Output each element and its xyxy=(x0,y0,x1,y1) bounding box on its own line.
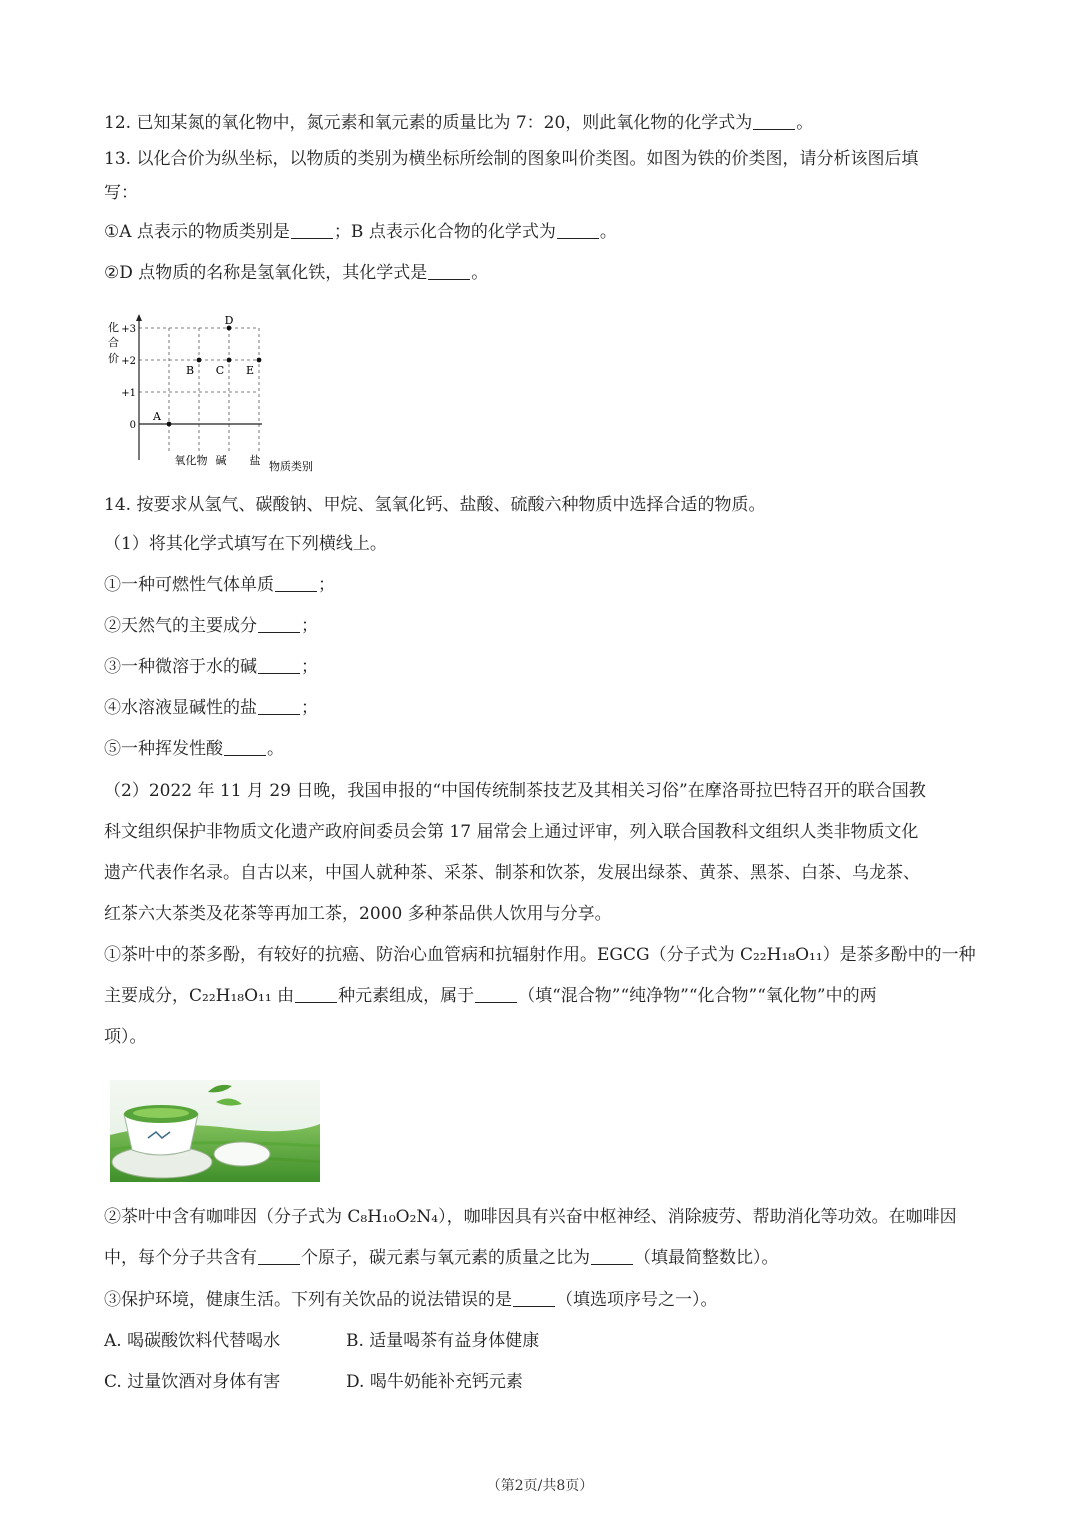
q14-part2-line4: 红茶六大茶类及花茶等再加工茶，2000 多种茶品供人饮用与分享。 xyxy=(104,904,612,924)
y-tick-label: 0 xyxy=(129,420,136,431)
answer-blank[interactable] xyxy=(224,739,266,756)
page-footer: （第2页/共8页） xyxy=(486,1478,594,1494)
answer-blank[interactable] xyxy=(258,657,300,674)
q14-egcg-line1: ①茶叶中的茶多酚，有较好的抗癌、防治心血管病和抗辐射作用。EGCG（分子式为 C₂₂H₁₈O₁₁）是茶多酚中的一种 xyxy=(104,945,976,965)
x-tick-label: 碱 xyxy=(215,454,227,467)
ylabel-char-2: 合 xyxy=(108,336,119,349)
answer-blank[interactable] xyxy=(291,222,333,239)
data-point-a xyxy=(167,422,172,427)
option-a[interactable]: A. 喝碳酸饮料代替喝水 xyxy=(104,1331,281,1351)
q14-caffeine-line1: ②茶叶中含有咖啡因（分子式为 C₈H₁₀O₂N₄），咖啡因具有兴奋中枢神经、消除疲劳、帮助消化等功效。在咖啡因 xyxy=(104,1207,957,1227)
y-tick-label: +1 xyxy=(121,388,136,399)
q14-item-5: ⑤一种挥发性酸 。 xyxy=(104,739,284,759)
point-label-c: C xyxy=(215,364,225,377)
answer-blank[interactable] xyxy=(591,1248,633,1265)
ylabel-char-3: 价 xyxy=(108,352,119,365)
answer-blank[interactable] xyxy=(258,698,300,715)
answer-blank[interactable] xyxy=(753,113,795,130)
answer-blank[interactable] xyxy=(258,1248,300,1265)
y-tick-label: +3 xyxy=(121,324,136,335)
q14-egcg-line3: 项）。 xyxy=(104,1027,147,1047)
q14-item-4: ④水溶液显碱性的盐 ； xyxy=(104,698,318,718)
q14-caffeine-line2: 中，每个分子共含有 个原子，碳元素与氧元素的质量之比为 （填最简整数比）。 xyxy=(104,1248,779,1268)
point-label-b: B xyxy=(185,364,195,377)
answer-blank[interactable] xyxy=(513,1290,555,1307)
data-point-c xyxy=(227,358,232,363)
point-label-a: A xyxy=(153,410,161,423)
iron-valence-chart xyxy=(104,312,334,480)
x-tick-label: 盐 xyxy=(249,454,261,467)
question-13-part-b: ②D 点物质的名称是氢氧化铁，其化学式是 。 xyxy=(104,263,489,283)
q14-part1-heading: （1）将其化学式填写在下列横线上。 xyxy=(104,534,387,554)
green-tea-image xyxy=(110,1080,320,1182)
option-b[interactable]: B. 适量喝茶有益身体健康 xyxy=(346,1331,540,1351)
ylabel-char-1: 化 xyxy=(108,321,119,334)
y-tick-label: +2 xyxy=(121,356,136,367)
chart-grid xyxy=(139,328,259,452)
point-label-d: D xyxy=(224,314,234,327)
answer-blank[interactable] xyxy=(557,222,599,239)
answer-blank[interactable] xyxy=(475,986,517,1003)
q14-egcg-line2: 主要成分，C₂₂H₁₈O₁₁ 由 种元素组成，属于 （填“混合物”“纯净物”“化合物”“氧化物”中的两 xyxy=(104,986,877,1006)
answer-blank[interactable] xyxy=(295,986,337,1003)
q14-part2-line2: 科文组织保护非物质文化遗产政府间委员会第 17 届常会上通过评审，列入联合国教科文组织人类非物质文化 xyxy=(104,822,919,842)
question-13-part-a: ①A 点表示的物质类别是 ；B 点表示化合物的化学式为 。 xyxy=(104,222,617,242)
q14-item-2: ②天然气的主要成分 ； xyxy=(104,616,318,636)
q14-drinks-question: ③保护环境，健康生活。下列有关饮品的说法错误的是 （填选项序号之一）。 xyxy=(104,1290,718,1310)
q14-part2-line3: 遗产代表作名录。自古以来，中国人就种茶、采茶、制茶和饮茶，发展出绿茶、黄茶、黑茶、白茶、乌龙茶、 xyxy=(104,863,920,883)
answer-blank[interactable] xyxy=(428,263,470,280)
question-14-intro: 14. 按要求从氢气、碳酸钠、甲烷、氢氧化钙、盐酸、硫酸六种物质中选择合适的物质。 xyxy=(104,495,766,515)
x-tick-label: 氧化物 xyxy=(174,454,208,467)
option-c[interactable]: C. 过量饮酒对身体有害 xyxy=(104,1372,281,1392)
q14-item-3: ③一种微溶于水的碱 ； xyxy=(104,657,318,677)
answer-blank[interactable] xyxy=(275,575,317,592)
point-label-e: E xyxy=(245,364,255,377)
x-axis-label: 物质类别 xyxy=(269,460,313,473)
question-13-line1: 13. 以化合价为纵坐标，以物质的类别为横坐标所绘制的图象叫价类图。如图为铁的价类图，请分析该图后填 xyxy=(104,149,919,169)
question-12: 12. 已知某氮的氧化物中，氮元素和氧元素的质量比为 7：20，则此氧化物的化学式为 。 xyxy=(104,113,814,133)
data-point-b xyxy=(197,358,202,363)
q14-item-1: ①一种可燃性气体单质 ； xyxy=(104,575,335,595)
q14-part2-line1: （2）2022 年 11 月 29 日晚，我国申报的“中国传统制茶技艺及其相关习俗”在摩洛哥拉巴特召开的联合国教 xyxy=(104,781,926,801)
answer-blank[interactable] xyxy=(258,616,300,633)
y-axis-arrow xyxy=(136,314,142,321)
option-d[interactable]: D. 喝牛奶能补充钙元素 xyxy=(346,1372,523,1392)
data-point-e xyxy=(257,358,262,363)
question-13-line2: 写： xyxy=(104,183,138,203)
